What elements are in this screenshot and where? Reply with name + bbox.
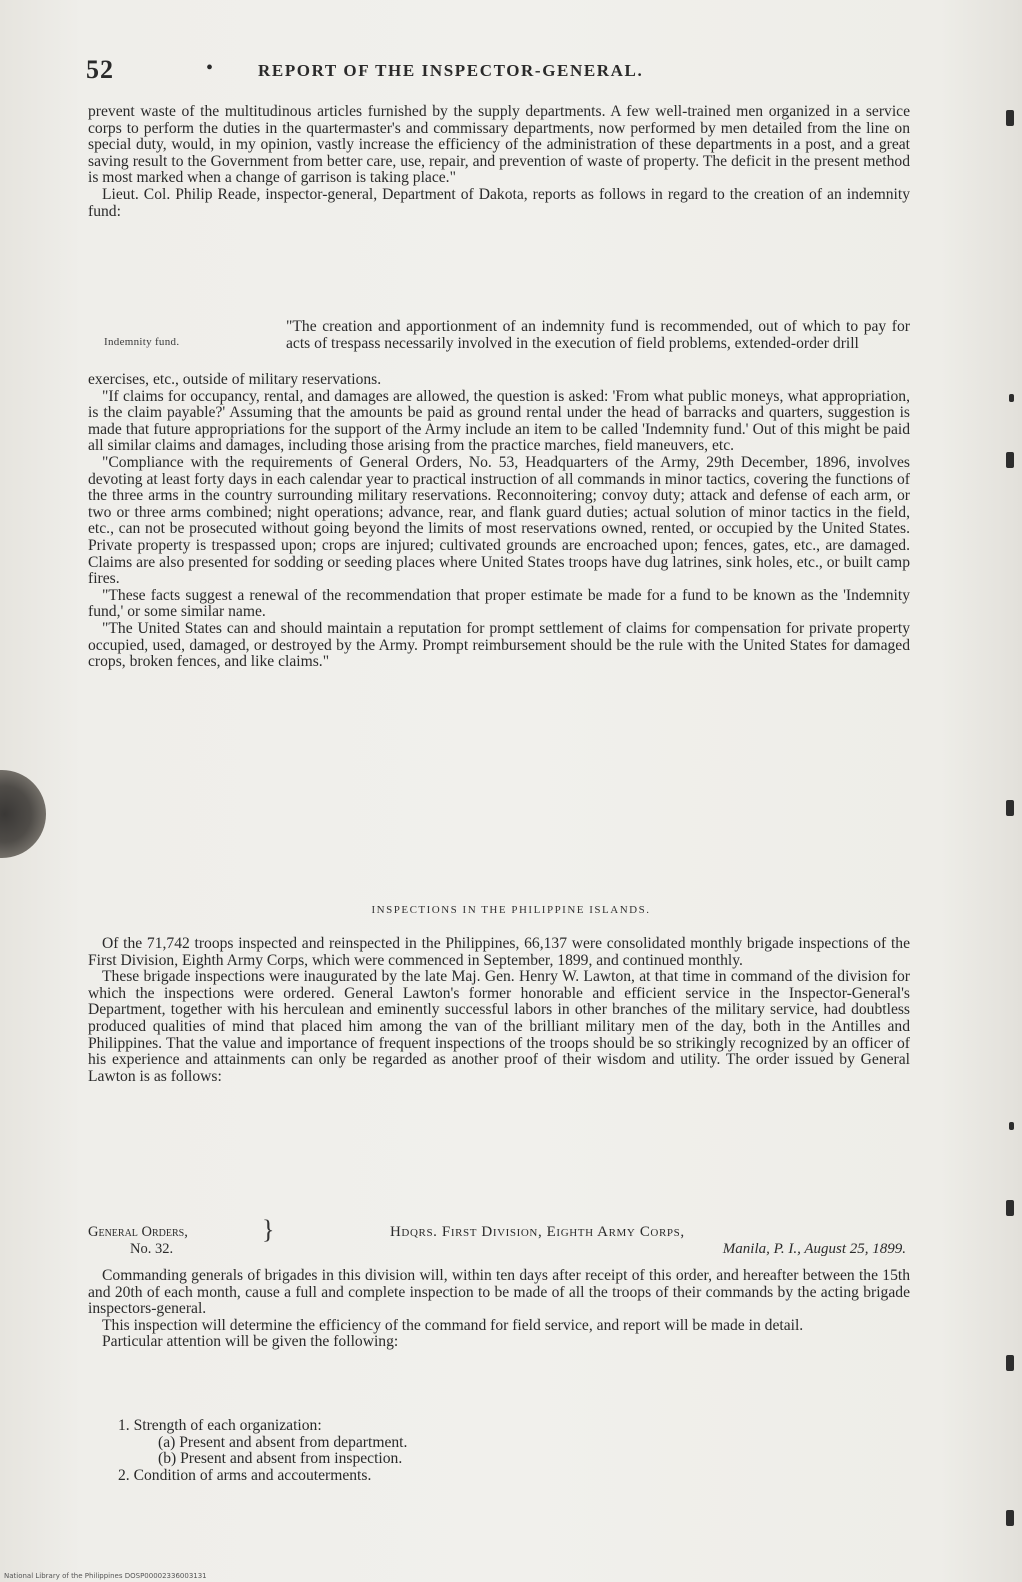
edge-mark (1006, 1510, 1014, 1526)
place-date: Manila, P. I., August 25, 1899. (722, 1241, 906, 1257)
edge-mark (1006, 110, 1014, 126)
section-heading: INSPECTIONS IN THE PHILIPPINE ISLANDS. (371, 904, 651, 916)
body-block-3 (88, 936, 910, 1085)
body-block-2 (88, 372, 910, 671)
thumb-shadow (0, 770, 46, 858)
footer-credit: National Library of the Philippines DOSP00002336003131 (4, 1572, 207, 1580)
edge-mark (1009, 1122, 1014, 1130)
paragraph: "The United States can and should maintain a reputation for prompt settlement of claims for compensation for private property occupied, used, damaged, or destroyed by the Army. Prompt reimbursement should be the rule with the United States for damaged crops, broken fences, and like claims." (88, 619, 910, 671)
order-label: General Orders, (88, 1224, 188, 1240)
paragraph: Commanding generals of brigades in this division will, within ten days after receipt of this order, and hereafter between the 15th and 20th of each month, cause a full and complete inspection to be made of all the troops of their commands by the acting brigade inspectors-general. (88, 1267, 910, 1318)
page-number: 52 (86, 55, 114, 84)
paragraph: prevent waste of the multitudinous articles furnished by the supply departments. A few well-trained men organized in a service corps to perform the duties in the quartermaster's and commissary departments, now performed by men detailed from the line on special duty, would, in my opinion, vastly increase the efficiency of the administration of these departments in a post, and a great saving result to the Government from better care, use, repair, and prevention of waste of property. The deficit in the present method is most marked when a change of garrison is taking place." (88, 103, 910, 187)
paragraph: "These facts suggest a renewal of the recommendation that proper estimate be made for a fund to be known as the 'Indemnity fund,' or some similar name. (88, 586, 910, 621)
list-item: 2. Condition of arms and accouterments. (118, 1466, 372, 1484)
paragraph: These brigade inspections were inaugurated by the late Maj. Gen. Henry W. Lawton, at that time in command of the division for which the inspections were ordered. General Lawton's former honorable and efficient service in the Inspector-General's Department, together with his herculean and eminently successful labors in other branches of the military service, had doubtless produced qualities of mind that placed him among the van of the brilliant military men of the day, both in the Antilles and Philippines. That the value and importance of frequent inspections of the troops should be so strikingly recognized by an officer of his experience and attainments can only be regarded as another proof of their wisdom and utility. The order issued by General Lawton is as follows: (88, 968, 910, 1085)
list-item: (a) Present and absent from department. (158, 1433, 408, 1451)
edge-mark (1006, 1200, 1014, 1216)
list-item: (b) Present and absent from inspection. (158, 1450, 403, 1468)
running-head: REPORT OF THE INSPECTOR-GENERAL. (258, 61, 644, 80)
paragraph: Lieut. Col. Philip Reade, inspector-general, Department of Dakota, reports as follows in regard to the creation of an indemnity fund: (88, 185, 910, 220)
list-item: 1. Strength of each organization: (118, 1417, 322, 1434)
edge-mark (1006, 1355, 1014, 1371)
indented-quote: "The creation and apportionment of an indemnity fund is recommended, out of which to pay for acts of trespass necessarily involved in the execution of field problems, extended-order drill (286, 318, 910, 352)
edge-mark (1006, 452, 1014, 468)
paragraph: This inspection will determine the efficiency of the command for field service, and report will be made in detail. (102, 1316, 804, 1334)
order-number: No. 32. (130, 1241, 174, 1257)
paragraph: Particular attention will be given the following: (102, 1333, 399, 1351)
order-body (88, 1268, 910, 1351)
margin-note: Indemnity fund. (104, 336, 180, 348)
paragraph: exercises, etc., outside of military reservations. (88, 371, 382, 388)
headquarters-line: Hdqrs. First Division, Eighth Army Corps, (390, 1224, 685, 1240)
paragraph: "If claims for occupancy, rental, and damages are allowed, the question is asked: 'From what public moneys, what appropriation, is the claim payable?' Assuming that the amounts be paid as ground rental under the head of barracks and quarters, suggestion is made that future appropriations for the support of the Army include an item to be called 'Indemnity fund.' Out of this might be paid all similar claims and damages, including those arising from the practice marches, field maneuvers, etc. (88, 387, 910, 455)
paragraph: Of the 71,742 troops inspected and reinspected in the Philippines, 66,137 were consolidated monthly brigade inspections of the First Division, Eighth Army Corps, which were commenced in September, 1899, and continued monthly. (88, 935, 910, 969)
page-header (86, 55, 910, 85)
edge-mark (1009, 394, 1014, 402)
edge-mark (1006, 800, 1014, 816)
header-bullet: • (206, 57, 214, 79)
order-designation (88, 1224, 188, 1258)
paragraph: "Compliance with the requirements of General Orders, No. 53, Headquarters of the Army, 29th December, 1896, involves devoting at least forty days in each calendar year to practical instruction of all commands in minor tactics, covering the functions of the three arms in the country surrounding military reservations. Reconnoitering; convoy duty; attack and defense of each arm, or two or three arms combined; night operations; advance, rear, and flank guard duties; actual solution of minor tactics in the field, etc., can not be prosecuted without going beyond the limits of most reservations owned, rented, or occupied by the United States. Private property is trespassed upon; crops are injured; cultivated grounds are encroached upon; fences, gates, etc., are damaged. Claims are also presented for sodding or seeding places where United States troops have dug latrines, sink holes, etc., or built camp fires. (88, 453, 910, 588)
order-headquarters (390, 1224, 906, 1258)
order-list (88, 1418, 910, 1484)
brace-icon: } (262, 1215, 275, 1244)
body-block-1 (88, 104, 910, 220)
